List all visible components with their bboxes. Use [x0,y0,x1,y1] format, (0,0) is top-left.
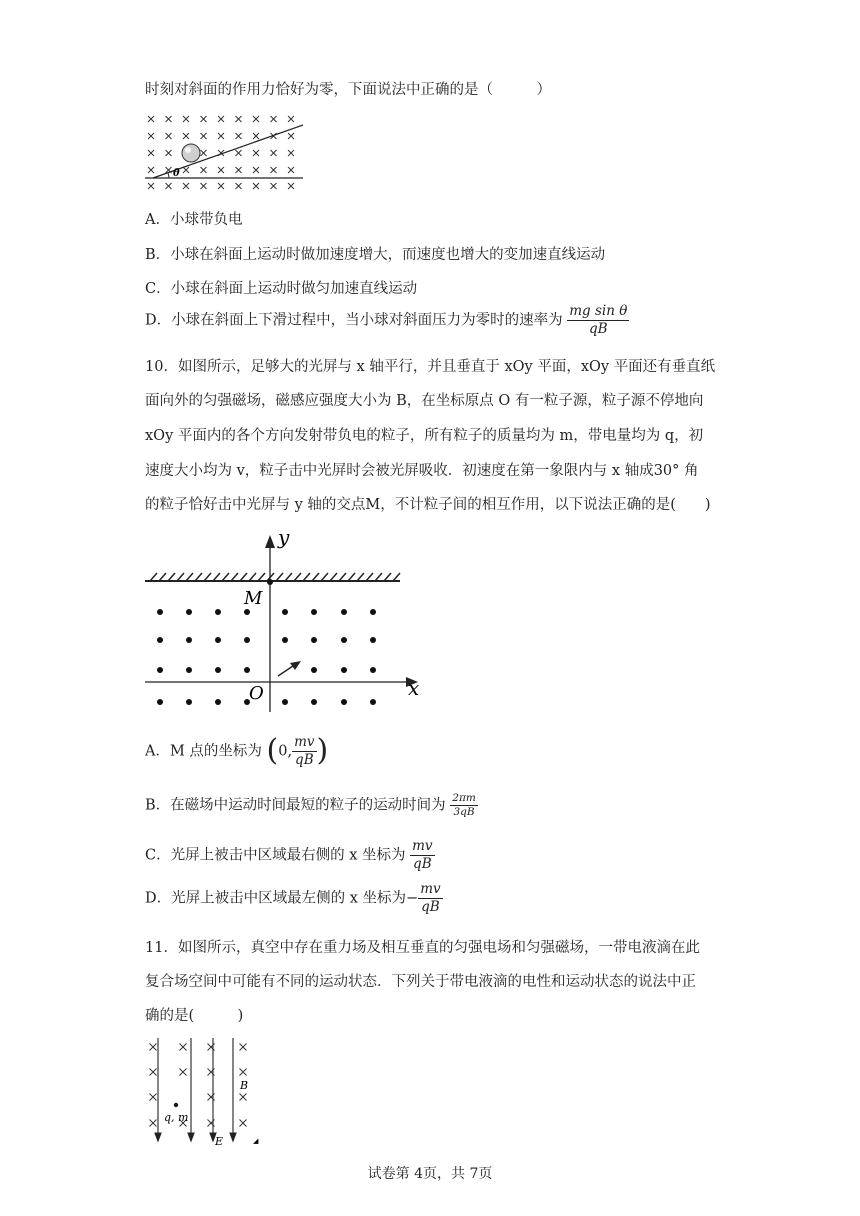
electric-field-lines [155,1038,236,1141]
small-ball [182,144,200,162]
q9-stem-tail: 时刻对斜面的作用力恰好为零，下面说法中正确的是（ ） [145,82,551,98]
page-footer: 试卷第 4页，共 7页 [367,1166,493,1182]
q9-option-d [145,303,629,338]
q10-stem-line-5: 的粒子恰好击中光屏与 y 轴的交点M，不计粒子间的相互作用，以下说法正确的是( ) [145,497,711,513]
q10-option-d: D．光屏上被击中区域最左侧的 x 坐标为− $\frac{mv}{qB}$ [145,881,441,915]
q10-stem-line-3: xOy 平面内的各个方向发射带负电的粒子，所有粒子的质量均为 m，带电量均为 q，初 [145,428,704,444]
q10-field-figure [140,522,430,717]
q10-option-a-text: A．M 点的坐标为 [145,743,262,760]
q10-stem-line-2: 面向外的匀强磁场，磁感应强度大小为 B，在坐标原点 O 有一粒子源，粒子源不停地向 [145,393,704,409]
q10-option-b-text: B．在磁场中运动时间最短的粒子的运动时间为 [145,797,446,814]
b-label: B [240,1079,249,1092]
q10-option-a-fraction: $\frac{mv}{qB}$ [294,734,315,768]
y-axis-label: y [278,525,290,549]
q10-option-a: A．M 点的坐标为 (0, $\frac{mv}{qB}$ ) [145,733,329,769]
q10-option-b [145,792,478,819]
q10-option-c-fraction: $\frac{mv}{qB}$ [412,838,433,872]
q10-stem-line-1: 10．如图所示，足够大的光屏与 x 轴平行，并且垂直于 xOy 平面，xOy 平面还有垂直纸 [145,359,716,375]
m-label: M [244,588,263,609]
q10-option-d-fraction: $\frac{mv}{qB}$ [420,881,441,915]
q10-stem-line-4: 速度大小均为 v，粒子击中光屏时会被光屏吸收．初速度在第一象限内与 x 轴成30° 角 [145,463,699,479]
q10-option-d-text: D．光屏上被击中区域最左侧的 x 坐标为 [145,890,407,907]
e-label: E [215,1135,224,1148]
q10-option-b-fraction: $\frac{2\pi m}{3qB}$ [452,792,476,819]
q9-option-b: B．小球在斜面上运动时做加速度增大，而速度也增大的变加速直线运动 [145,247,606,263]
q11-stem-line-1: 11．如图所示，真空中存在重力场及相互垂直的匀强电场和匀强磁场，一带电液滴在此 [145,940,700,956]
q10-option-c [145,838,435,873]
q9-option-d-text: D．小球在斜面上下滑过程中，当小球对斜面压力为零时的速率为 [145,312,563,329]
svg-text:◢: ◢ [253,1137,259,1145]
q9-incline-figure [143,112,308,194]
q9-option-c: C．小球在斜面上运动时做匀加速直线运动 [145,281,418,297]
q10-option-c-text: C．光屏上被击中区域最右侧的 x 坐标为 [145,847,406,864]
q9-option-a: A．小球带负电 [145,212,243,228]
magnetic-field-dots [157,609,376,705]
qm-label: q, m [164,1111,189,1124]
point-m [267,579,273,585]
q11-stem-line-2: 复合场空间中可能有不同的运动状态．下列关于带电液滴的电性和运动状态的说法中正 [145,974,696,990]
light-screen-hatching [150,573,400,581]
charged-droplet [174,1103,178,1107]
theta-label: θ [173,168,180,179]
x-axis-label: x [408,676,420,700]
q9-option-d-fraction: $\frac{\text{mg sin θ}}{qB}$ [569,303,628,337]
q11-stem-line-3: 确的是( ) [145,1008,244,1024]
q11-field-figure [143,1035,268,1150]
origin-label: O [249,683,264,704]
